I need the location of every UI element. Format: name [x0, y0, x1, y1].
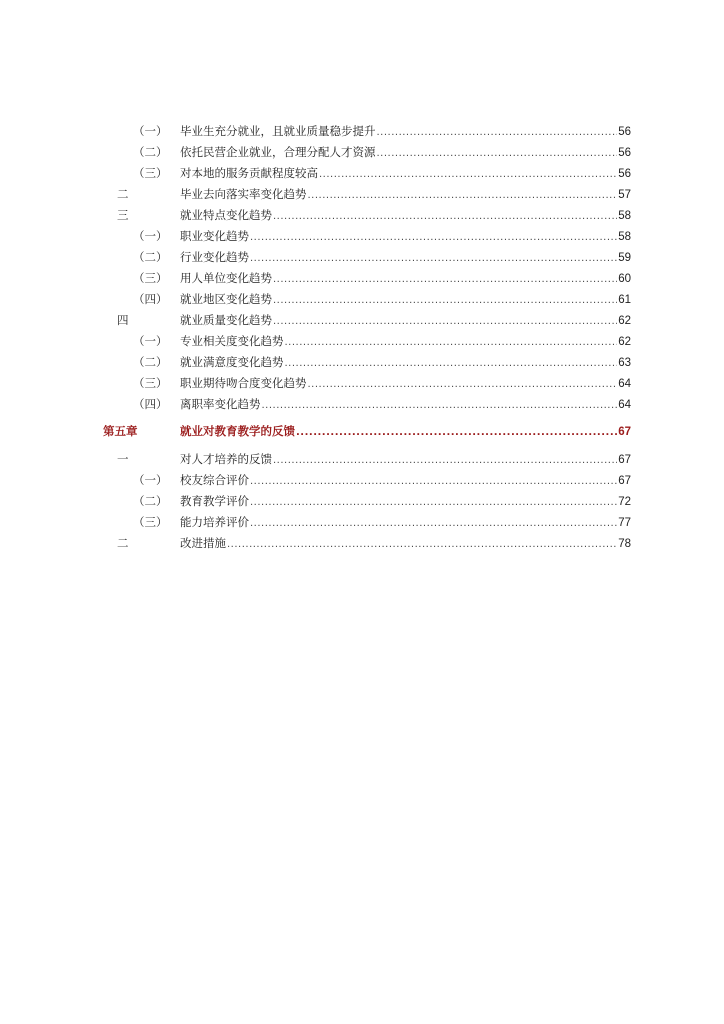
toc-entry-page: 77: [618, 517, 631, 529]
toc-entry-number: （四）: [133, 397, 168, 411]
toc-entry-page: 60: [618, 273, 631, 285]
toc-entry-page: 56: [618, 168, 631, 180]
toc-entry-title: 毕业生充分就业，且就业质量稳步提升: [180, 124, 376, 138]
toc-entry-title: 就业地区变化趋势: [180, 292, 272, 306]
toc-entry-number: 二: [117, 536, 129, 550]
dot-leader: [273, 291, 617, 309]
toc-entry[interactable]: [0, 493, 724, 509]
dot-leader: [296, 423, 617, 441]
toc-entry-number: （三）: [133, 271, 168, 285]
toc-entry-page: 62: [618, 336, 631, 348]
toc-entry-page: 57: [618, 189, 631, 201]
toc-entry-number: （一）: [133, 124, 168, 138]
toc-entry[interactable]: [0, 186, 724, 202]
toc-entry-title: 用人单位变化趋势: [180, 271, 272, 285]
toc-entry-page: 58: [618, 231, 631, 243]
toc-entry[interactable]: [0, 228, 724, 244]
toc-entry-number: （三）: [133, 376, 168, 390]
toc-entry-title: 职业期待吻合度变化趋势: [180, 376, 307, 390]
dot-leader: [250, 249, 617, 267]
dot-leader: [285, 354, 618, 372]
dot-leader: [308, 375, 618, 393]
dot-leader: [227, 535, 617, 553]
toc-entry-title: 就业满意度变化趋势: [180, 355, 284, 369]
dot-leader: [308, 186, 618, 204]
toc-entry-title: 依托民营企业就业，合理分配人才资源: [180, 145, 376, 159]
dot-leader: [377, 144, 618, 162]
toc-entry-page: 64: [618, 399, 631, 411]
toc-entry-title: 教育教学评价: [180, 494, 249, 508]
toc-entry-title: 对本地的服务贡献程度较高: [180, 166, 318, 180]
toc-entry-number: （一）: [133, 229, 168, 243]
toc-entry-number: 四: [117, 313, 129, 327]
toc-entry-title: 就业质量变化趋势: [180, 313, 272, 327]
toc-entry[interactable]: [0, 270, 724, 286]
dot-leader: [250, 514, 617, 532]
dot-leader: [250, 493, 617, 511]
toc-entry-number: （四）: [133, 292, 168, 306]
toc-entry-number: （二）: [133, 494, 168, 508]
dot-leader: [273, 207, 617, 225]
toc-entry[interactable]: [0, 514, 724, 530]
toc-entry[interactable]: [0, 144, 724, 160]
toc-entry-page: 67: [618, 426, 631, 438]
toc-entry-title: 能力培养评价: [180, 515, 249, 529]
toc-chapter-entry[interactable]: [0, 423, 724, 439]
toc-chapter-number: 第五章: [103, 424, 138, 438]
toc-entry-page: 56: [618, 126, 631, 138]
dot-leader: [273, 270, 617, 288]
toc-chapter-title: 就业对教育教学的反馈: [180, 424, 295, 438]
toc-entry-page: 67: [618, 454, 631, 466]
toc-entry-number: （一）: [133, 334, 168, 348]
toc-entry[interactable]: [0, 123, 724, 139]
toc-entry-title: 毕业去向落实率变化趋势: [180, 187, 307, 201]
toc-entry-page: 63: [618, 357, 631, 369]
dot-leader: [250, 228, 617, 246]
toc-entry-page: 78: [618, 538, 631, 550]
toc-entry-title: 职业变化趋势: [180, 229, 249, 243]
toc-entry-page: 61: [618, 294, 631, 306]
toc-entry[interactable]: [0, 472, 724, 488]
toc-entry[interactable]: [0, 207, 724, 223]
toc-entry-number: 三: [117, 208, 129, 222]
toc-entry-page: 72: [618, 496, 631, 508]
toc-entry-number: （二）: [133, 355, 168, 369]
toc-entry-page: 64: [618, 378, 631, 390]
toc-entry-title: 离职率变化趋势: [180, 397, 261, 411]
dot-leader: [250, 472, 617, 490]
toc-entry-title: 校友综合评价: [180, 473, 249, 487]
toc-entry[interactable]: [0, 451, 724, 467]
dot-leader: [285, 333, 618, 351]
dot-leader: [273, 312, 617, 330]
toc-entry[interactable]: [0, 312, 724, 328]
toc-entry[interactable]: [0, 165, 724, 181]
toc-entry-page: 56: [618, 147, 631, 159]
toc-entry-number: （三）: [133, 515, 168, 529]
toc-entry[interactable]: [0, 396, 724, 412]
toc-entry-page: 62: [618, 315, 631, 327]
toc-entry[interactable]: [0, 291, 724, 307]
toc-entry[interactable]: [0, 333, 724, 349]
toc-entry-number: （一）: [133, 473, 168, 487]
toc-entry-page: 59: [618, 252, 631, 264]
toc-entry-title: 行业变化趋势: [180, 250, 249, 264]
toc-entry-title: 对人才培养的反馈: [180, 452, 272, 466]
toc-entry[interactable]: [0, 354, 724, 370]
toc-entry-number: 二: [117, 187, 129, 201]
toc-entry-number: （二）: [133, 250, 168, 264]
toc-entry[interactable]: [0, 249, 724, 265]
dot-leader: [377, 123, 618, 141]
toc-entry-number: （三）: [133, 166, 168, 180]
toc-entry-title: 就业特点变化趋势: [180, 208, 272, 222]
toc-entry-title: 专业相关度变化趋势: [180, 334, 284, 348]
toc-entry-title: 改进措施: [180, 536, 226, 550]
dot-leader: [319, 165, 617, 183]
toc-entry-number: （二）: [133, 145, 168, 159]
toc-entry-number: 一: [117, 452, 129, 466]
toc-entry[interactable]: [0, 375, 724, 391]
toc-entry[interactable]: [0, 535, 724, 551]
toc-entry-page: 58: [618, 210, 631, 222]
dot-leader: [262, 396, 618, 414]
dot-leader: [273, 451, 617, 469]
toc-entry-page: 67: [618, 475, 631, 487]
